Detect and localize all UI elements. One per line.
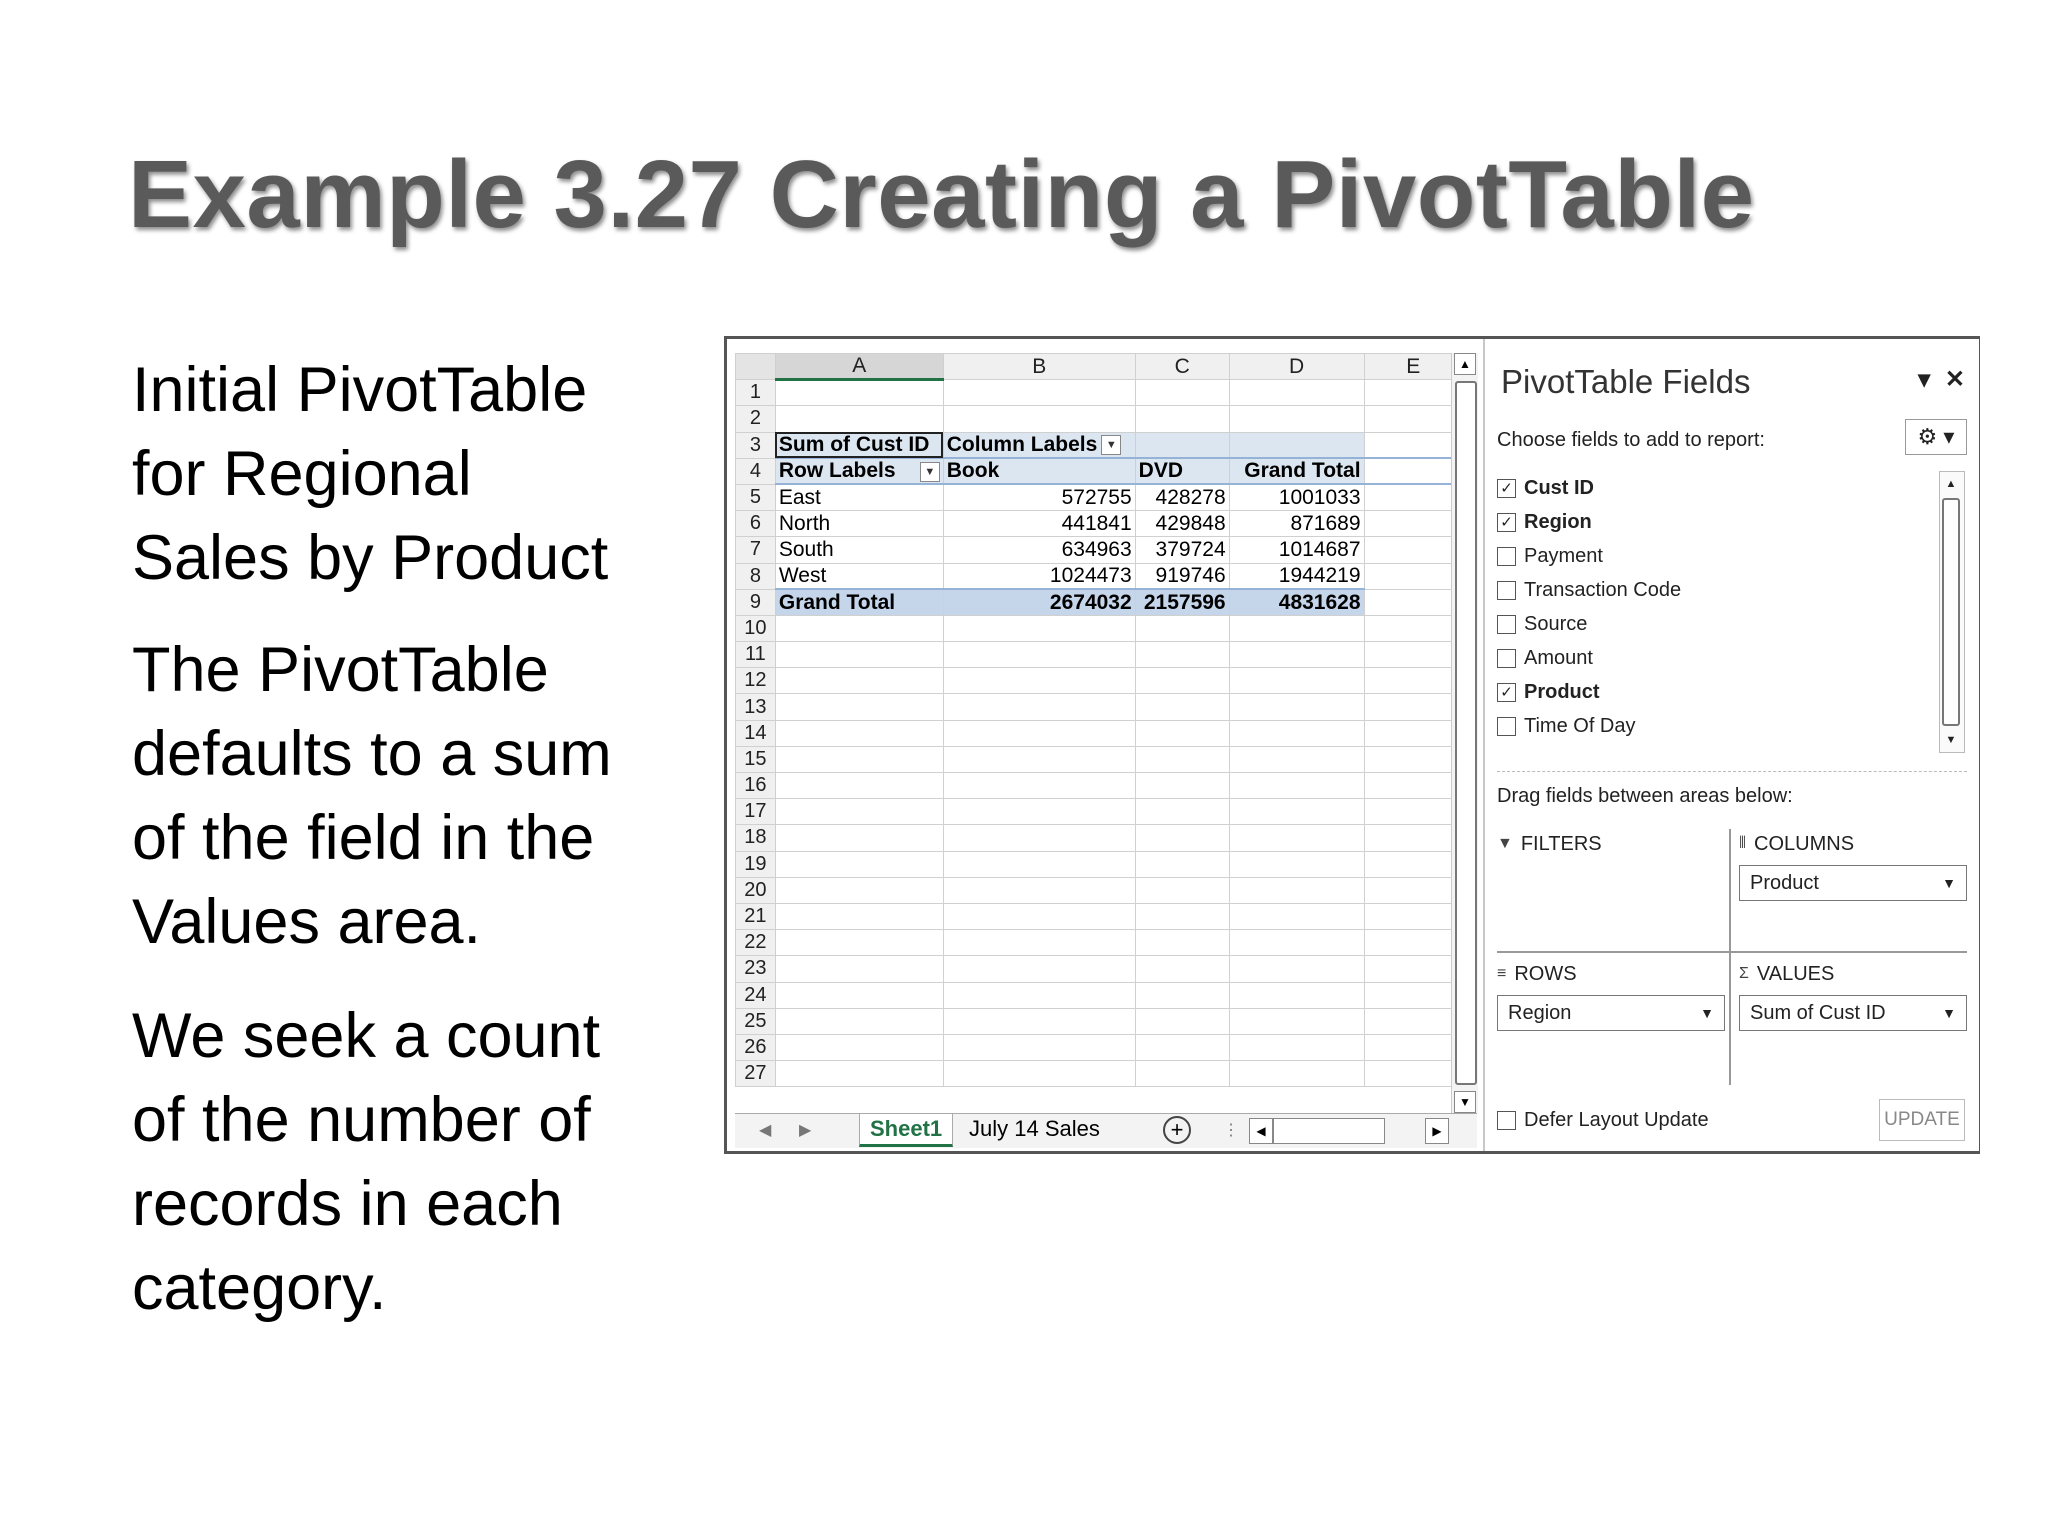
bullet-line: Initial PivotTable	[132, 355, 588, 425]
table-row	[736, 773, 1463, 799]
cell[interactable]	[775, 720, 943, 746]
row-header[interactable]: 18	[736, 825, 776, 851]
field-label: Cust ID	[1524, 476, 1594, 499]
field-region[interactable]	[1497, 505, 1937, 539]
cell[interactable]	[1135, 642, 1229, 668]
bullet-line: of the field in the	[132, 803, 595, 873]
table-row	[736, 537, 1463, 563]
table-row	[736, 825, 1463, 851]
cell[interactable]	[943, 642, 1135, 668]
field-amount[interactable]	[1497, 641, 1937, 675]
cell[interactable]	[943, 694, 1135, 720]
table-row	[736, 1061, 1463, 1087]
bullet-initial-pivottable	[132, 348, 608, 600]
checkbox-icon[interactable]	[1497, 581, 1516, 600]
pivot-value-cell[interactable]: 919746	[1135, 563, 1229, 589]
cell[interactable]	[1364, 694, 1462, 720]
cell[interactable]	[775, 930, 943, 956]
table-row	[736, 799, 1463, 825]
bullet-line: for Regional	[132, 439, 472, 509]
cell[interactable]	[775, 694, 943, 720]
defer-layout-update[interactable]	[1497, 1109, 1709, 1132]
pivot-row-labels: Row Labels	[778, 459, 896, 483]
column-header-e[interactable]: E	[1364, 354, 1462, 380]
cell[interactable]	[775, 825, 943, 851]
scroll-down-arrow-icon[interactable]: ▼	[1454, 1091, 1476, 1113]
rows-label: ROWS	[1514, 962, 1577, 985]
field-label: Product	[1524, 680, 1600, 703]
pivot-region-cell[interactable]: West	[775, 563, 943, 589]
cell[interactable]	[1364, 982, 1462, 1008]
column-header-a[interactable]: A	[775, 354, 943, 380]
row-header[interactable]: 22	[736, 930, 776, 956]
scroll-up-arrow-icon[interactable]: ▲	[1454, 353, 1476, 375]
row-header[interactable]: 3	[736, 432, 776, 458]
filters-area[interactable]	[1497, 829, 1725, 859]
table-row	[736, 615, 1463, 641]
row-header[interactable]: 8	[736, 563, 776, 589]
cell[interactable]	[1135, 773, 1229, 799]
cell[interactable]	[943, 982, 1135, 1008]
add-sheet-icon[interactable]: +	[1163, 1116, 1191, 1144]
row-header[interactable]: 21	[736, 903, 776, 929]
pivot-grand-total-label[interactable]: Grand Total	[775, 589, 943, 615]
cell[interactable]	[775, 1008, 943, 1034]
cell[interactable]	[1364, 799, 1462, 825]
sigma-icon: Σ	[1739, 965, 1749, 982]
cell[interactable]	[1135, 1008, 1229, 1034]
cell[interactable]	[1364, 903, 1462, 929]
table-row	[736, 458, 1463, 484]
cell[interactable]	[943, 903, 1135, 929]
cell[interactable]	[1135, 930, 1229, 956]
field-label: Source	[1524, 612, 1588, 635]
pivot-col-dvd[interactable]: DVD	[1135, 458, 1229, 484]
field-product[interactable]	[1497, 675, 1937, 709]
values-field-sum-of-cust-id[interactable]	[1739, 995, 1967, 1031]
cell[interactable]	[1364, 615, 1462, 641]
row-header[interactable]: 14	[736, 720, 776, 746]
cell[interactable]	[1229, 799, 1364, 825]
cell[interactable]	[943, 1061, 1135, 1087]
field-label: Transaction Code	[1524, 578, 1682, 601]
cell[interactable]	[1364, 1061, 1462, 1087]
cell[interactable]	[1135, 668, 1229, 694]
checkbox-checked-icon[interactable]: ✓	[1497, 479, 1516, 498]
row-header[interactable]: 10	[736, 615, 776, 641]
cell[interactable]	[1364, 484, 1462, 510]
row-header[interactable]: 15	[736, 746, 776, 772]
cell[interactable]	[1229, 1008, 1364, 1034]
row-header[interactable]: 11	[736, 642, 776, 668]
cell[interactable]	[1135, 1034, 1229, 1060]
row-header[interactable]: 27	[736, 1061, 776, 1087]
cell[interactable]	[943, 956, 1135, 982]
table-row	[736, 930, 1463, 956]
bullet-line: of the number of	[132, 1085, 591, 1155]
checkbox-icon[interactable]	[1497, 717, 1516, 736]
bullet-line: Values area.	[132, 887, 482, 957]
cell[interactable]	[775, 982, 943, 1008]
row-header[interactable]: 6	[736, 511, 776, 537]
pivot-value-cell[interactable]: 1024473	[943, 563, 1135, 589]
checkbox-icon[interactable]	[1497, 1111, 1516, 1130]
splitter-handle-icon[interactable]: ⋮	[1223, 1122, 1239, 1139]
cell[interactable]	[1229, 746, 1364, 772]
row-header[interactable]: 26	[736, 1034, 776, 1060]
cell[interactable]	[775, 380, 943, 406]
pivot-value-cell[interactable]: 428278	[1135, 484, 1229, 510]
cell[interactable]	[1364, 1034, 1462, 1060]
bullet-line: defaults to a sum	[132, 719, 612, 789]
cell[interactable]	[1229, 877, 1364, 903]
field-payment[interactable]	[1497, 539, 1937, 573]
cell[interactable]	[775, 877, 943, 903]
cell[interactable]	[1364, 773, 1462, 799]
pivot-grand-total-value[interactable]: 2157596	[1135, 589, 1229, 615]
cell[interactable]	[1229, 432, 1364, 458]
cell[interactable]	[1229, 1034, 1364, 1060]
cell[interactable]	[1229, 903, 1364, 929]
chevron-down-icon[interactable]: ▼	[1700, 1005, 1714, 1021]
cell[interactable]	[1135, 694, 1229, 720]
scroll-up-arrow-icon[interactable]: ▲	[1945, 478, 1957, 490]
cell[interactable]	[1364, 589, 1462, 615]
choose-fields-label: Choose fields to add to report:	[1497, 429, 1765, 451]
defer-label: Defer Layout Update	[1524, 1109, 1709, 1131]
row-header[interactable]: 4	[736, 458, 776, 484]
cell[interactable]	[775, 956, 943, 982]
cell[interactable]	[775, 746, 943, 772]
close-icon[interactable]: ✕	[1944, 366, 1965, 393]
pane-options-dropdown-icon[interactable]: ▾	[1918, 366, 1931, 393]
checkbox-checked-icon[interactable]: ✓	[1497, 513, 1516, 532]
row-header[interactable]: 16	[736, 773, 776, 799]
cell[interactable]	[1135, 432, 1229, 458]
sheet-vertical-scrollbar[interactable]	[1451, 353, 1478, 1113]
table-row	[736, 903, 1463, 929]
field-label: Region	[1524, 510, 1592, 533]
cell[interactable]	[943, 746, 1135, 772]
cell[interactable]	[1135, 380, 1229, 406]
pivot-value-cell[interactable]: 871689	[1229, 511, 1364, 537]
values-field-label: Sum of Cust ID	[1750, 1001, 1886, 1024]
cell[interactable]	[775, 615, 943, 641]
cell[interactable]	[943, 930, 1135, 956]
cell[interactable]	[943, 773, 1135, 799]
table-row	[736, 956, 1463, 982]
columns-icon: ⦀	[1739, 835, 1747, 852]
cell[interactable]	[943, 877, 1135, 903]
column-header-d[interactable]: D	[1229, 354, 1364, 380]
pivot-value-cell[interactable]: 1001033	[1229, 484, 1364, 510]
cell[interactable]	[775, 642, 943, 668]
cell[interactable]	[1229, 615, 1364, 641]
cell[interactable]	[1135, 1061, 1229, 1087]
cell[interactable]	[943, 406, 1135, 432]
cell[interactable]	[1135, 615, 1229, 641]
values-area[interactable]	[1739, 959, 1967, 1031]
columns-label: COLUMNS	[1754, 832, 1855, 855]
tab-july-14-sales[interactable]: July 14 Sales	[969, 1116, 1100, 1141]
columns-field-product[interactable]	[1739, 865, 1967, 901]
column-header-b[interactable]: B	[943, 354, 1135, 380]
hscroll-right-arrow-icon[interactable]: ▶	[1425, 1118, 1449, 1144]
gear-icon[interactable]: ⚙ ▾	[1905, 419, 1967, 455]
row-labels-filter-dropdown[interactable]: ▼	[920, 462, 940, 482]
update-button[interactable]: UPDATE	[1879, 1099, 1965, 1141]
row-header[interactable]: 25	[736, 1008, 776, 1034]
table-row	[736, 720, 1463, 746]
cell[interactable]	[1229, 825, 1364, 851]
pivottable-fields-pane	[1483, 339, 1979, 1151]
columns-field-label: Product	[1750, 871, 1819, 894]
row-header[interactable]: 17	[736, 799, 776, 825]
cell[interactable]	[1135, 406, 1229, 432]
pivot-value-cell[interactable]: 441841	[943, 511, 1135, 537]
row-header[interactable]: 19	[736, 851, 776, 877]
divider	[1729, 829, 1731, 1085]
pivot-column-labels-cell[interactable]	[943, 432, 1135, 458]
cell[interactable]	[1364, 746, 1462, 772]
cell[interactable]	[1364, 458, 1462, 484]
drag-fields-label: Drag fields between areas below:	[1497, 785, 1793, 807]
cell[interactable]	[1135, 746, 1229, 772]
cell[interactable]	[943, 380, 1135, 406]
pivot-value-cell[interactable]: 379724	[1135, 537, 1229, 563]
pivot-value-cell[interactable]: 1944219	[1229, 563, 1364, 589]
sheet-table	[735, 353, 1463, 1087]
pivot-col-book[interactable]: Book	[943, 458, 1135, 484]
pane-controls	[1918, 365, 1965, 394]
cell[interactable]	[943, 720, 1135, 746]
cell[interactable]	[943, 1008, 1135, 1034]
filters-label: FILTERS	[1520, 832, 1602, 855]
table-row	[736, 563, 1463, 589]
cell[interactable]	[943, 615, 1135, 641]
cell[interactable]	[943, 799, 1135, 825]
cell[interactable]	[1229, 773, 1364, 799]
field-list-scrollbar[interactable]	[1939, 471, 1965, 753]
cell[interactable]	[1135, 903, 1229, 929]
table-row	[736, 642, 1463, 668]
checkbox-icon[interactable]	[1497, 649, 1516, 668]
cell[interactable]	[1364, 380, 1462, 406]
row-header[interactable]: 7	[736, 537, 776, 563]
hscroll-thumb[interactable]	[1273, 1118, 1385, 1144]
table-row	[736, 380, 1463, 406]
table-row	[736, 982, 1463, 1008]
row-header[interactable]: 1	[736, 380, 776, 406]
field-list	[1497, 471, 1937, 743]
filter-icon: ▼	[1497, 835, 1513, 852]
cell[interactable]	[1364, 877, 1462, 903]
cell[interactable]	[775, 773, 943, 799]
sheet-tab-bar	[735, 1113, 1477, 1148]
bullet-seek-count	[132, 994, 600, 1330]
row-header[interactable]: 2	[736, 406, 776, 432]
cell[interactable]	[1135, 956, 1229, 982]
cell[interactable]	[775, 903, 943, 929]
table-row	[736, 484, 1463, 510]
hscroll-left-arrow-icon[interactable]: ◀	[1249, 1118, 1273, 1144]
cell[interactable]	[775, 668, 943, 694]
field-label: Payment	[1524, 544, 1603, 567]
row-header[interactable]: 12	[736, 668, 776, 694]
cell[interactable]	[1364, 642, 1462, 668]
table-row	[736, 1034, 1463, 1060]
table-row	[736, 746, 1463, 772]
chevron-down-icon[interactable]: ▼	[1942, 1005, 1956, 1021]
cell[interactable]	[1229, 694, 1364, 720]
cell[interactable]	[1135, 720, 1229, 746]
cell[interactable]	[1364, 668, 1462, 694]
cell[interactable]	[943, 668, 1135, 694]
bullet-line: Sales by Product	[132, 523, 609, 593]
rows-area[interactable]	[1497, 959, 1725, 1031]
cell[interactable]	[1364, 537, 1462, 563]
cell[interactable]	[1135, 799, 1229, 825]
table-row	[736, 589, 1463, 615]
pivot-col-grand-total[interactable]: Grand Total	[1229, 458, 1364, 484]
rows-field-label: Region	[1508, 1001, 1572, 1024]
pane-title: PivotTable Fields	[1501, 363, 1751, 400]
table-row	[736, 432, 1463, 458]
cell[interactable]	[943, 1034, 1135, 1060]
bullet-line: The PivotTable	[132, 635, 549, 705]
cell[interactable]	[1364, 1008, 1462, 1034]
field-label: Amount	[1524, 646, 1593, 669]
cell[interactable]	[943, 825, 1135, 851]
field-transaction-code[interactable]	[1497, 573, 1937, 607]
tab-scroll-left-icon[interactable]: ◀	[759, 1122, 772, 1139]
table-row	[736, 406, 1463, 432]
table-row	[736, 851, 1463, 877]
cell[interactable]	[1364, 511, 1462, 537]
rows-icon: ≡	[1497, 965, 1507, 982]
pivot-region-cell[interactable]: East	[775, 484, 943, 510]
cell[interactable]	[1229, 642, 1364, 668]
chevron-down-icon[interactable]: ▼	[1942, 875, 1956, 891]
cell[interactable]	[1364, 432, 1462, 458]
checkbox-icon[interactable]	[1497, 547, 1516, 566]
pivot-value-cell[interactable]: 1014687	[1229, 537, 1364, 563]
cell[interactable]	[775, 1034, 943, 1060]
row-header[interactable]: 9	[736, 589, 776, 615]
excel-screenshot	[724, 336, 1980, 1154]
pivot-grand-total-value[interactable]: 2674032	[943, 589, 1135, 615]
cell[interactable]	[1364, 563, 1462, 589]
divider	[1497, 771, 1967, 772]
bullet-line: records in each	[132, 1169, 563, 1239]
cell[interactable]	[1364, 720, 1462, 746]
row-header[interactable]: 13	[736, 694, 776, 720]
cell[interactable]	[775, 799, 943, 825]
rows-field-region[interactable]	[1497, 995, 1725, 1031]
values-label: VALUES	[1756, 962, 1835, 985]
cell[interactable]	[1135, 851, 1229, 877]
row-header[interactable]: 24	[736, 982, 776, 1008]
cell[interactable]	[1229, 930, 1364, 956]
tab-sheet1[interactable]: Sheet1	[859, 1114, 953, 1147]
table-row	[736, 1008, 1463, 1034]
cell[interactable]	[1364, 825, 1462, 851]
cell[interactable]	[1135, 877, 1229, 903]
pivot-grand-total-value[interactable]: 4831628	[1229, 589, 1364, 615]
checkbox-icon[interactable]	[1497, 615, 1516, 634]
columns-area[interactable]	[1739, 829, 1967, 901]
spreadsheet-grid	[735, 353, 1463, 1113]
cell[interactable]	[775, 1061, 943, 1087]
pivot-column-labels: Column Labels	[946, 432, 1098, 456]
pivot-region-cell[interactable]: North	[775, 511, 943, 537]
pivot-sum-label-cell[interactable]: Sum of Cust ID	[775, 432, 943, 458]
cell[interactable]	[1135, 825, 1229, 851]
cell[interactable]	[1135, 982, 1229, 1008]
row-header[interactable]: 5	[736, 484, 776, 510]
cell[interactable]	[1229, 406, 1364, 432]
pivot-row-labels-cell[interactable]	[775, 458, 943, 484]
bullet-defaults-to-sum	[132, 628, 612, 964]
table-row	[736, 668, 1463, 694]
pivot-value-cell[interactable]: 429848	[1135, 511, 1229, 537]
slide-title: Example 3.27 Creating a PivotTable	[128, 141, 1755, 248]
cell[interactable]	[1229, 956, 1364, 982]
field-cust-id[interactable]	[1497, 471, 1937, 505]
cell[interactable]	[1229, 851, 1364, 877]
bullet-line: category.	[132, 1253, 387, 1323]
cell[interactable]	[1364, 930, 1462, 956]
table-row	[736, 877, 1463, 903]
scroll-thumb[interactable]	[1455, 381, 1477, 1085]
scroll-thumb[interactable]	[1942, 498, 1960, 726]
select-all-corner[interactable]	[736, 354, 776, 380]
cell[interactable]	[1229, 982, 1364, 1008]
pivot-value-cell[interactable]: 572755	[943, 484, 1135, 510]
column-labels-filter-dropdown[interactable]: ▼	[1101, 435, 1121, 455]
field-label: Time Of Day	[1524, 714, 1636, 737]
row-header[interactable]: 23	[736, 956, 776, 982]
column-header-c[interactable]: C	[1135, 354, 1229, 380]
divider	[1497, 951, 1967, 953]
cell[interactable]	[1229, 1061, 1364, 1087]
cell[interactable]	[1229, 668, 1364, 694]
cell[interactable]	[1364, 406, 1462, 432]
checkbox-checked-icon[interactable]: ✓	[1497, 683, 1516, 702]
pivot-value-cell[interactable]: 634963	[943, 537, 1135, 563]
row-header[interactable]: 20	[736, 877, 776, 903]
tab-scroll-right-icon[interactable]: ▶	[799, 1122, 812, 1139]
cell[interactable]	[943, 851, 1135, 877]
field-source[interactable]	[1497, 607, 1937, 641]
cell[interactable]	[1229, 380, 1364, 406]
pivot-region-cell[interactable]: South	[775, 537, 943, 563]
field-time-of-day[interactable]	[1497, 709, 1937, 743]
cell[interactable]	[1364, 851, 1462, 877]
scroll-down-arrow-icon[interactable]: ▼	[1945, 734, 1957, 746]
table-row	[736, 694, 1463, 720]
table-row	[736, 511, 1463, 537]
bullet-line: We seek a count	[132, 1001, 601, 1071]
cell[interactable]	[1364, 956, 1462, 982]
cell[interactable]	[775, 851, 943, 877]
cell[interactable]	[775, 406, 943, 432]
cell[interactable]	[1229, 720, 1364, 746]
